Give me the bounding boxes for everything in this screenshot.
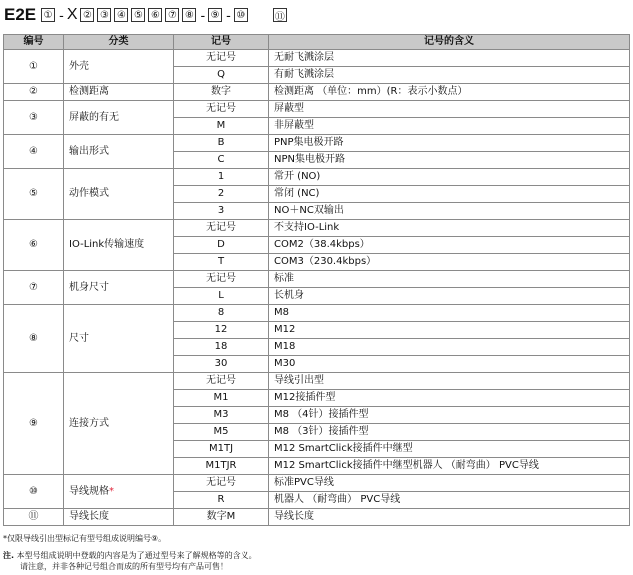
row-code: 2 — [174, 186, 269, 203]
row-meaning: NO＋NC双输出 — [269, 203, 630, 220]
row-category — [64, 305, 174, 373]
table-row — [4, 220, 630, 237]
row-meaning: M8 （4针）接插件型 — [269, 407, 630, 424]
row-meaning: M18 — [269, 339, 630, 356]
row-number: ① — [4, 50, 64, 84]
row-meaning: 标准 — [269, 271, 630, 288]
row-code: C — [174, 152, 269, 169]
row-code: B — [174, 135, 269, 152]
row-meaning: M12 — [269, 322, 630, 339]
code-x: X — [66, 6, 78, 23]
row-code: 数字 — [174, 84, 269, 101]
row-meaning: 非屏蔽型 — [269, 118, 630, 135]
row-category — [64, 509, 174, 526]
row-code: M — [174, 118, 269, 135]
row-category — [64, 101, 174, 135]
category-label: 动作模式 — [69, 188, 109, 199]
table-row — [4, 271, 630, 288]
code-box-9: ⑨ — [208, 8, 222, 22]
code-box-6: ⑥ — [148, 8, 162, 22]
table-row — [4, 169, 630, 186]
row-code: Q — [174, 67, 269, 84]
code-dash: - — [226, 7, 231, 23]
table-row — [4, 101, 630, 118]
table-row — [4, 135, 630, 152]
row-category — [64, 50, 174, 84]
asterisk-mark: * — [109, 485, 114, 497]
category-label: 机身尺寸 — [69, 281, 109, 293]
code-box-3: ③ — [97, 8, 111, 22]
header-code: 记号 — [174, 35, 269, 50]
model-code-line — [4, 2, 290, 28]
row-code: M1TJ — [174, 441, 269, 458]
note-line — [3, 550, 257, 561]
row-meaning: 检测距离 （单位：mm）(R：表示小数点） — [269, 84, 630, 101]
row-code: 12 — [174, 322, 269, 339]
row-code: M5 — [174, 424, 269, 441]
row-meaning: 常闭 (NC) — [269, 186, 630, 203]
row-number: ⑧ — [4, 305, 64, 373]
table-row — [4, 475, 630, 492]
row-meaning: M12 SmartClick接插件中继型机器人 （耐弯曲） PVC导线 — [269, 458, 630, 475]
footnote: *仅限导线引出型标记有型号组成说明编号⑨。 — [3, 534, 167, 543]
row-number: ⑩ — [4, 475, 64, 509]
row-code: 数字M — [174, 509, 269, 526]
category-label: 导线规格 — [69, 485, 109, 497]
row-code: 无记号 — [174, 220, 269, 237]
row-code: 无记号 — [174, 271, 269, 288]
code-dash: - — [200, 7, 206, 23]
row-meaning: COM2（38.4kbps） — [269, 237, 630, 254]
row-number: ⑤ — [4, 169, 64, 220]
row-code: 无记号 — [174, 373, 269, 390]
row-number: ⑪ — [4, 509, 64, 526]
row-code: M1 — [174, 390, 269, 407]
row-category — [64, 220, 174, 271]
row-code: 30 — [174, 356, 269, 373]
row-number: ④ — [4, 135, 64, 169]
table-row — [4, 84, 630, 101]
row-category — [64, 135, 174, 169]
row-meaning: NPN集电极开路 — [269, 152, 630, 169]
row-meaning: M12 SmartClick接插件中继型 — [269, 441, 630, 458]
row-code: 无记号 — [174, 101, 269, 118]
row-meaning: 长机身 — [269, 288, 630, 305]
row-meaning: M30 — [269, 356, 630, 373]
row-code: 1 — [174, 169, 269, 186]
category-label: 尺寸 — [69, 332, 89, 344]
row-code: 8 — [174, 305, 269, 322]
row-code: R — [174, 492, 269, 509]
category-label: 外壳 — [69, 60, 89, 72]
category-label: 输出形式 — [69, 145, 109, 157]
code-box-7: ⑦ — [165, 8, 179, 22]
row-meaning: 不支持IO-Link — [269, 220, 630, 237]
model-prefix: E2E — [4, 5, 37, 24]
code-dash: - — [59, 7, 64, 23]
row-meaning: M8 — [269, 305, 630, 322]
row-number: ③ — [4, 101, 64, 135]
row-category — [64, 475, 174, 509]
row-category — [64, 271, 174, 305]
table-row — [4, 373, 630, 390]
row-meaning: PNP集电极开路 — [269, 135, 630, 152]
note-text: 本型号组成说明中登载的内容是为了通过型号来了解规格等的含义。 — [16, 551, 257, 560]
row-number: ⑥ — [4, 220, 64, 271]
spec-table-body — [4, 50, 630, 526]
row-number: ⑦ — [4, 271, 64, 305]
row-meaning: 无耐飞溅涂层 — [269, 50, 630, 67]
table-row — [4, 509, 630, 526]
row-category — [64, 169, 174, 220]
row-meaning: 标准PVC导线 — [269, 475, 630, 492]
row-code: 18 — [174, 339, 269, 356]
row-meaning: 导线引出型 — [269, 373, 630, 390]
header-no: 编号 — [4, 35, 64, 50]
row-meaning: 屏蔽型 — [269, 101, 630, 118]
code-box-10: ⑩ — [234, 8, 248, 22]
row-meaning: M12接插件型 — [269, 390, 630, 407]
row-meaning: 机器人 （耐弯曲） PVC导线 — [269, 492, 630, 509]
row-meaning: 导线长度 — [269, 509, 630, 526]
code-box-11: ⑪ — [273, 8, 287, 22]
table-row — [4, 305, 630, 322]
note-text-2: 请注意，并非各种记号组合而成的所有型号均有产品可售！ — [20, 562, 228, 571]
row-code: L — [174, 288, 269, 305]
category-label: 检测距离 — [69, 86, 109, 97]
table-header-row — [4, 35, 630, 50]
row-code: 无记号 — [174, 50, 269, 67]
code-box-4: ④ — [114, 8, 128, 22]
row-code: D — [174, 237, 269, 254]
spec-table — [3, 34, 630, 526]
row-code: M3 — [174, 407, 269, 424]
header-meaning: 记号的含义 — [269, 35, 630, 50]
header-category: 分类 — [64, 35, 174, 50]
category-label: 屏蔽的有无 — [69, 111, 119, 123]
row-number: ⑨ — [4, 373, 64, 475]
row-meaning: 有耐飞溅涂层 — [269, 67, 630, 84]
row-meaning: 常开 (NO) — [269, 169, 630, 186]
category-label: IO-Link传输速度 — [69, 239, 145, 250]
category-label: 导线长度 — [69, 511, 109, 522]
category-label: 连接方式 — [69, 417, 109, 429]
row-number: ② — [4, 84, 64, 101]
row-code: 无记号 — [174, 475, 269, 492]
row-meaning: M8 （3针）接插件型 — [269, 424, 630, 441]
code-box-8: ⑧ — [182, 8, 196, 22]
row-category — [64, 84, 174, 101]
row-category — [64, 373, 174, 475]
row-code: T — [174, 254, 269, 271]
code-box-1: ① — [41, 8, 55, 22]
row-code: M1TJR — [174, 458, 269, 475]
table-row — [4, 50, 630, 67]
code-box-5: ⑤ — [131, 8, 145, 22]
note-label: 注. — [3, 551, 15, 560]
row-meaning: COM3（230.4kbps） — [269, 254, 630, 271]
row-code: 3 — [174, 203, 269, 220]
code-box-2: ② — [80, 8, 94, 22]
